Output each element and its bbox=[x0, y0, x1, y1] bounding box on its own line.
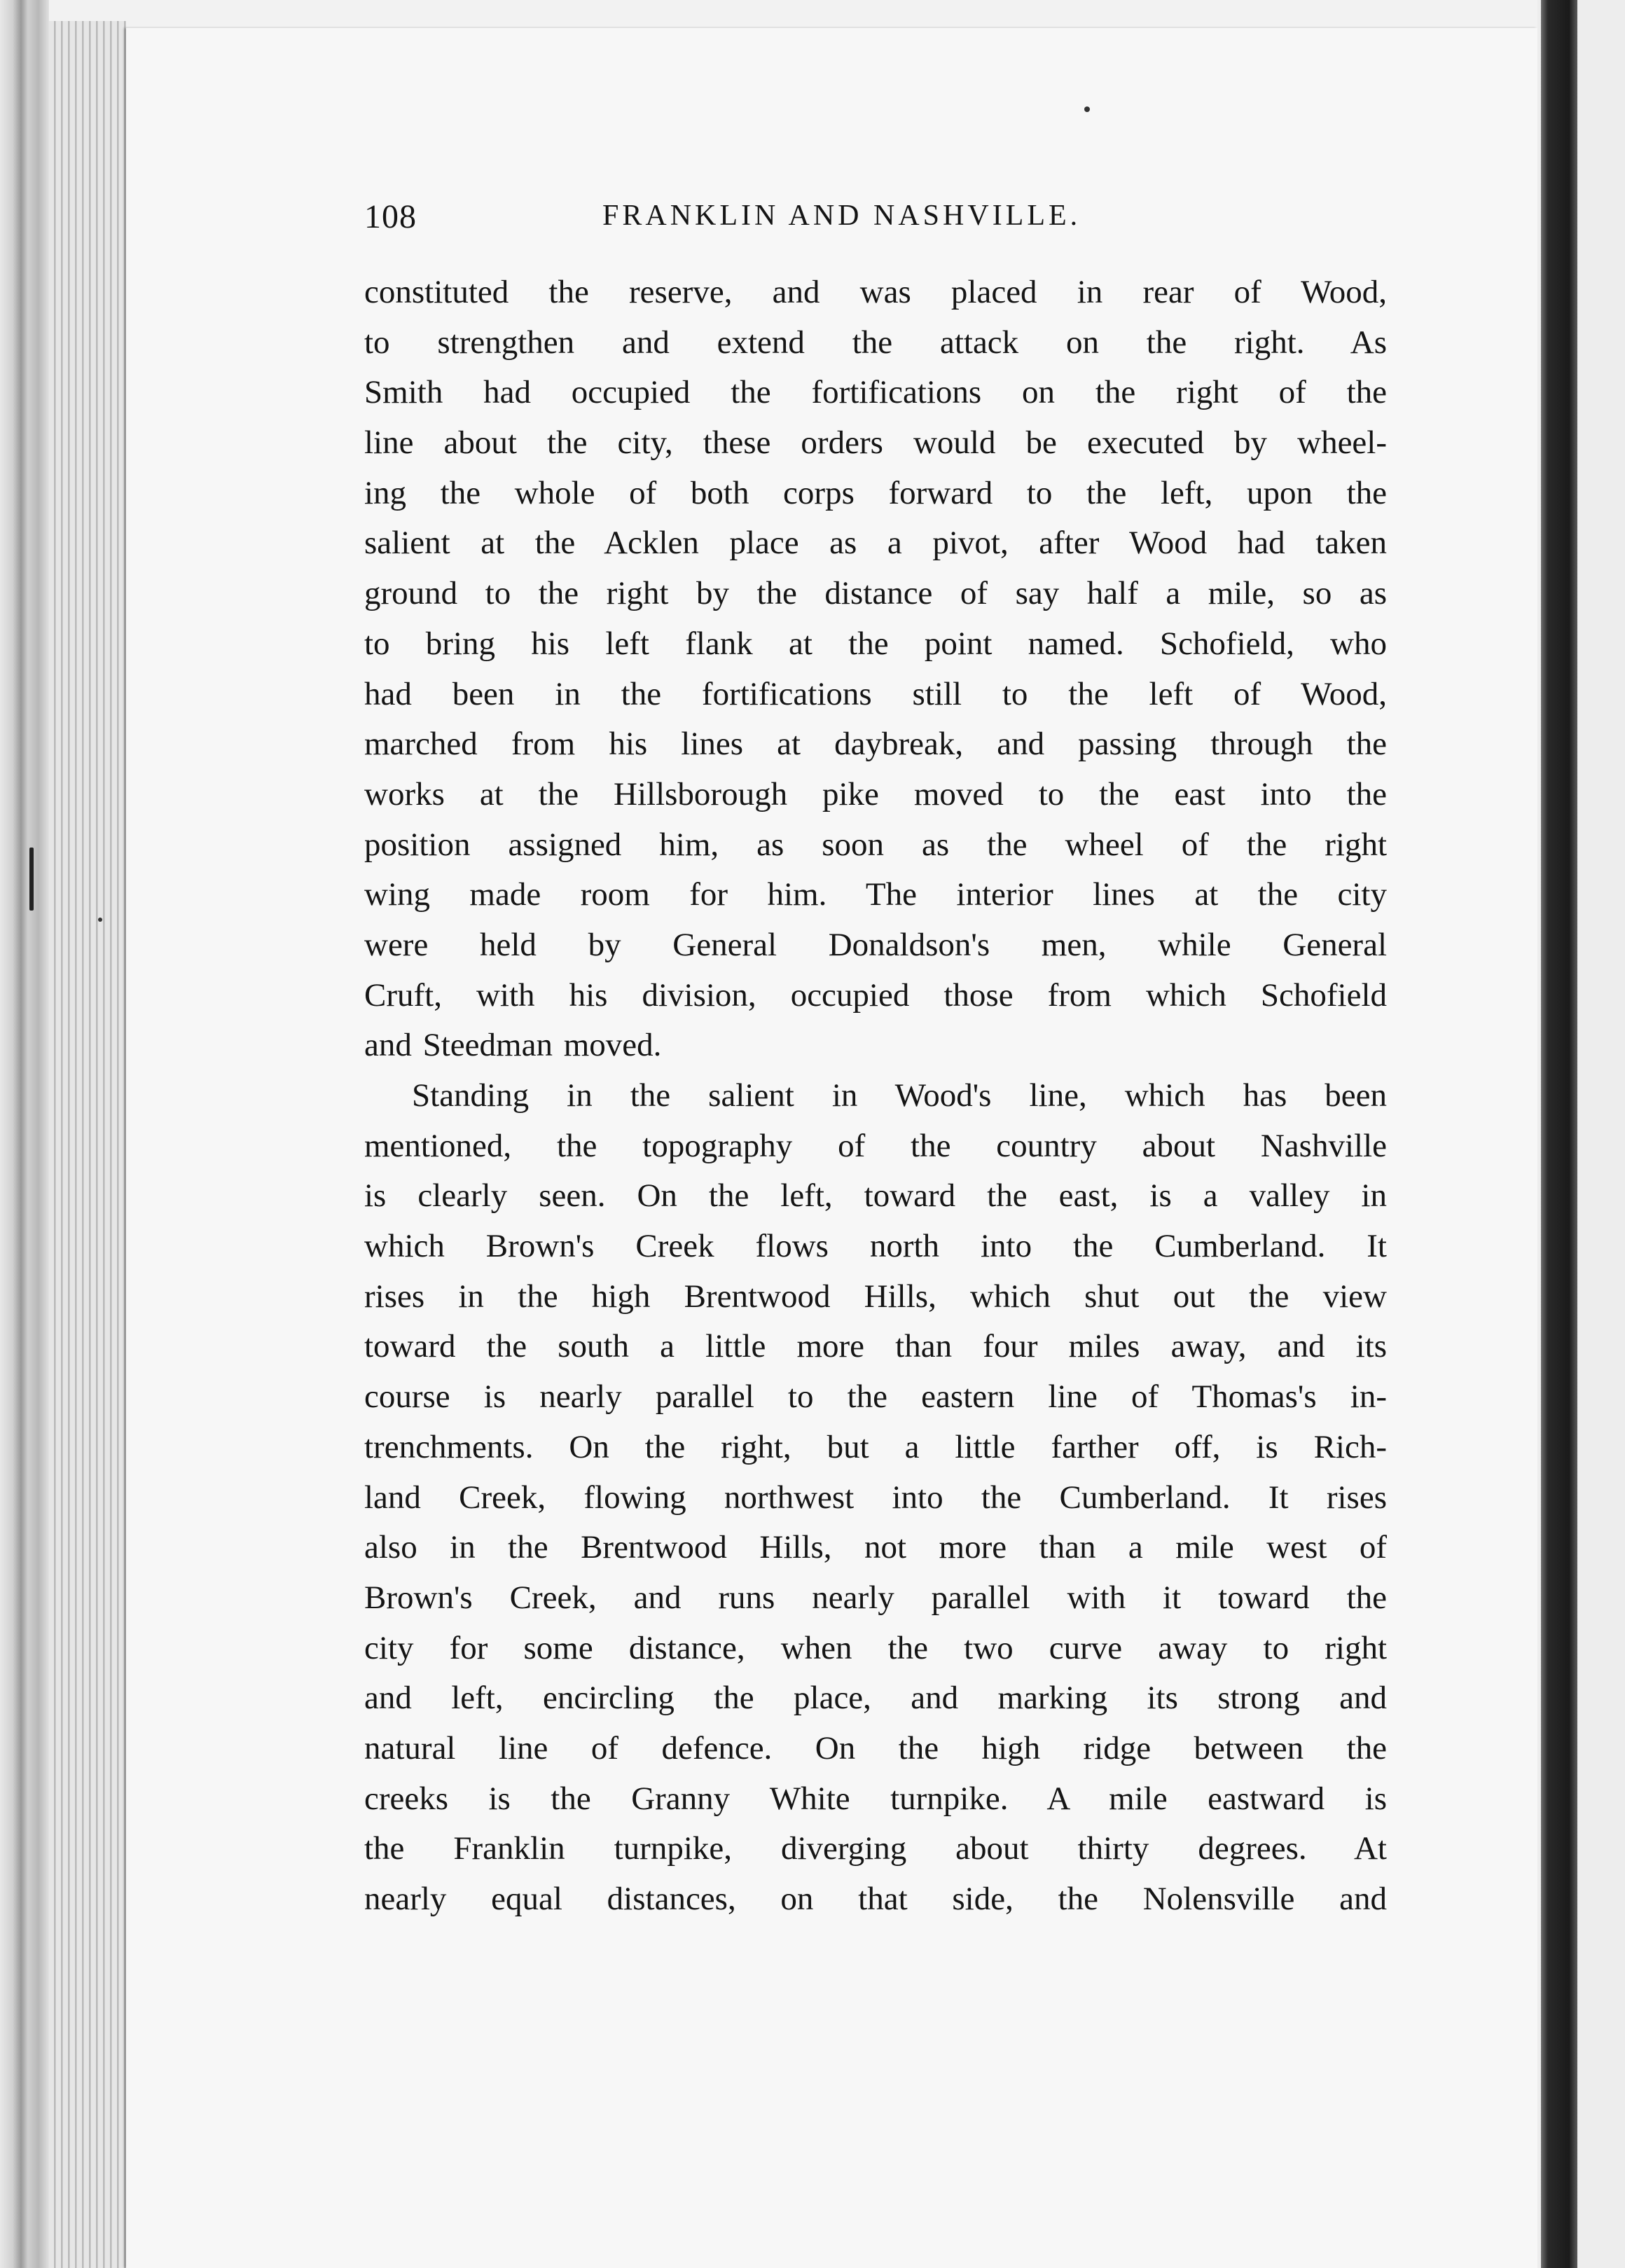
text-line: land Creek, flowing northwest into the Cumberland. It rises bbox=[364, 1479, 1387, 1516]
text-line: and left, encircling the place, and marking its strong and bbox=[364, 1680, 1387, 1717]
text-line: line about the city, these orders would be executed by wheel- bbox=[364, 424, 1387, 462]
text-line: to bring his left flank at the point named. Schofield, who bbox=[364, 625, 1387, 662]
text-line: trenchments. On the right, but a little farther off, is Rich- bbox=[364, 1428, 1387, 1465]
text-line: natural line of defence. On the high ridge between the bbox=[364, 1729, 1387, 1766]
text-line: constituted the reserve, and was placed in rear of Wood, bbox=[364, 274, 1387, 310]
text-line: and Steedman moved. bbox=[364, 1027, 662, 1064]
text-line: ground to the right by the distance of say half a mile, so as bbox=[364, 575, 1387, 612]
text-line: to strengthen and extend the attack on the right. As bbox=[364, 324, 1387, 361]
text-line: city for some distance, when the two curve away to right bbox=[364, 1629, 1387, 1666]
book-binding bbox=[0, 0, 49, 2268]
text-line: the Franklin turnpike, diverging about thirty degrees. At bbox=[364, 1830, 1387, 1867]
text-line: works at the Hillsborough pike moved to the east into the bbox=[364, 775, 1387, 813]
text-line: had been in the fortifications still to the left of Wood, bbox=[364, 675, 1387, 712]
text-line: Cruft, with his division, occupied those from which Schofield bbox=[364, 976, 1387, 1014]
scan-speck bbox=[98, 918, 102, 922]
text-line: position assigned him, as soon as the wheel of the right bbox=[364, 826, 1387, 863]
text-line: marched from his lines at daybreak, and passing through the bbox=[364, 726, 1387, 763]
page-edges bbox=[49, 21, 126, 2268]
text-line: creeks is the Granny White turnpike. A mile eastward is bbox=[364, 1780, 1387, 1817]
text-line: were held by General Donaldson's men, while General bbox=[364, 926, 1387, 963]
text-line: Brown's Creek, and runs nearly parallel with it toward the bbox=[364, 1579, 1387, 1616]
text-line: ing the whole of both corps forward to the left, upon the bbox=[364, 474, 1387, 511]
text-line: wing made room for him. The interior lines at the city bbox=[364, 876, 1387, 913]
text-line: salient at the Acklen place as a pivot, after Wood had taken bbox=[364, 525, 1387, 562]
text-line: which Brown's Creek flows north into the Cumberland. It bbox=[364, 1228, 1387, 1265]
text-line: course is nearly parallel to the eastern line of Thomas's in- bbox=[364, 1378, 1387, 1416]
body-text bbox=[364, 268, 1387, 1925]
running-title: FRANKLIN AND NASHVILLE. bbox=[602, 200, 1081, 232]
text-line: nearly equal distances, on that side, the Nolensville and bbox=[364, 1881, 1387, 1917]
text-line: rises in the high Brentwood Hills, which shut out the view bbox=[364, 1278, 1387, 1315]
scan-speck bbox=[1084, 106, 1090, 112]
running-head bbox=[364, 198, 1513, 247]
text-line: toward the south a little more than four miles away, and its bbox=[364, 1328, 1387, 1365]
text-line: Standing in the salient in Wood's line, which has been bbox=[412, 1077, 1387, 1114]
text-line: also in the Brentwood Hills, not more than a mile west of bbox=[364, 1529, 1387, 1566]
right-page-edge-shadow bbox=[1541, 0, 1577, 2268]
text-line: Smith had occupied the fortifications on the right of the bbox=[364, 374, 1387, 411]
page-number: 108 bbox=[364, 198, 417, 235]
text-line: mentioned, the topography of the country about Nashville bbox=[364, 1127, 1387, 1164]
text-line: is clearly seen. On the left, toward the east, is a valley in bbox=[364, 1177, 1387, 1215]
scan-speck bbox=[29, 848, 34, 911]
